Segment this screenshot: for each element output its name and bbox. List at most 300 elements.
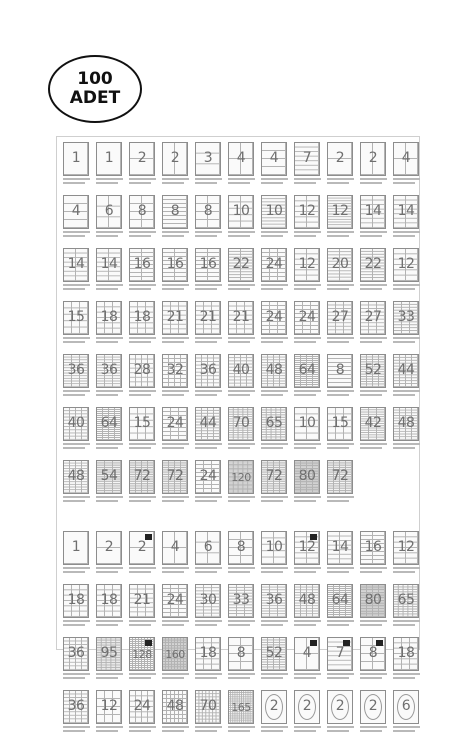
sheet-caption-lines	[226, 567, 257, 575]
label-layout-preview	[261, 407, 287, 441]
labels-per-sheet-count: 1	[104, 150, 114, 166]
label-layout-preview	[327, 142, 353, 176]
label-layout-preview	[228, 354, 254, 388]
quantity-number: 100	[77, 69, 113, 89]
label-sheet-thumbnail	[259, 531, 290, 577]
label-sheet-thumbnail	[358, 142, 389, 188]
label-sheet-thumbnail	[391, 195, 422, 241]
label-sheet-thumbnail	[292, 690, 323, 736]
label-layout-preview	[360, 690, 386, 724]
labels-per-sheet-count: 15	[331, 415, 349, 431]
sheet-caption-lines	[193, 231, 224, 239]
label-sheet-thumbnail	[127, 531, 158, 577]
label-layout-preview	[228, 142, 254, 176]
label-layout-preview	[129, 531, 155, 565]
sheet-caption-lines	[292, 390, 323, 398]
labels-per-sheet-count: 18	[133, 309, 151, 325]
label-layout-preview	[360, 584, 386, 618]
label-sheet-thumbnail	[160, 531, 191, 577]
label-layout-preview	[393, 637, 419, 671]
label-layout-preview	[294, 690, 320, 724]
label-sheet-thumbnail	[61, 248, 92, 294]
label-sheet-thumbnail	[391, 584, 422, 630]
label-layout-preview	[393, 354, 419, 388]
labels-per-sheet-count: 24	[265, 309, 283, 325]
labels-per-sheet-count: 12	[100, 698, 118, 714]
label-sheet-thumbnail	[325, 248, 356, 294]
sheet-caption-lines	[61, 496, 92, 504]
label-sheet-thumbnail	[325, 584, 356, 630]
label-layout-preview	[261, 637, 287, 671]
sheet-caption-lines	[94, 443, 125, 451]
label-layout-preview	[129, 460, 155, 494]
label-layout-preview	[162, 584, 188, 618]
label-sheet-thumbnail	[391, 248, 422, 294]
sheet-caption-lines	[325, 443, 356, 451]
label-sheet-thumbnail	[94, 407, 125, 453]
label-layout-preview	[129, 301, 155, 335]
labels-per-sheet-count: 128	[132, 648, 152, 661]
label-sheet-thumbnail	[358, 354, 389, 400]
label-layout-preview	[195, 301, 221, 335]
sheet-caption-lines	[292, 567, 323, 575]
label-layout-preview	[327, 531, 353, 565]
sheet-caption-lines	[391, 567, 422, 575]
labels-per-sheet-count: 18	[100, 309, 118, 325]
labels-per-sheet-count: 48	[67, 468, 85, 484]
label-sheet-thumbnail	[94, 690, 125, 736]
labels-per-sheet-count: 16	[166, 256, 184, 272]
label-sheet-thumbnail	[61, 195, 92, 241]
label-sheet-thumbnail	[226, 690, 257, 736]
labels-per-sheet-count: 72	[166, 468, 184, 484]
label-sheet-thumbnail	[94, 584, 125, 630]
sheet-caption-lines	[292, 337, 323, 345]
sheet-caption-lines	[292, 443, 323, 451]
label-layout-preview	[261, 195, 287, 229]
sheet-caption-lines	[391, 443, 422, 451]
label-layout-preview	[228, 301, 254, 335]
label-layout-preview	[360, 142, 386, 176]
label-layout-preview	[294, 354, 320, 388]
label-layout-preview	[228, 637, 254, 671]
label-layout-preview	[261, 142, 287, 176]
labels-per-sheet-count: 12	[298, 539, 316, 555]
label-layout-preview	[228, 584, 254, 618]
label-layout-preview	[294, 301, 320, 335]
label-sheet-thumbnail	[325, 460, 356, 506]
label-sheet-thumbnail	[61, 142, 92, 188]
labels-per-sheet-count: 4	[236, 150, 246, 166]
label-sheet-thumbnail	[325, 690, 356, 736]
label-layout-preview	[162, 301, 188, 335]
sheet-caption-lines	[61, 673, 92, 681]
label-layout-preview	[327, 248, 353, 282]
sheet-caption-lines	[391, 231, 422, 239]
quantity-badge	[48, 55, 142, 123]
label-layout-preview	[162, 460, 188, 494]
labels-per-sheet-count: 16	[364, 539, 382, 555]
label-sheet-thumbnail	[127, 195, 158, 241]
sheet-caption-lines	[325, 231, 356, 239]
label-layout-preview	[195, 460, 221, 494]
label-layout-preview	[162, 531, 188, 565]
sheet-caption-lines	[61, 567, 92, 575]
label-sheet-thumbnail	[127, 584, 158, 630]
labels-per-sheet-count: 12	[397, 256, 415, 272]
labels-per-sheet-count: 36	[199, 362, 217, 378]
labels-per-sheet-count: 65	[397, 592, 415, 608]
label-layout-preview	[162, 142, 188, 176]
labels-per-sheet-count: 28	[133, 362, 151, 378]
labels-per-sheet-count: 52	[364, 362, 382, 378]
sheet-caption-lines	[358, 673, 389, 681]
label-layout-preview	[327, 407, 353, 441]
sheet-caption-lines	[160, 443, 191, 451]
sheet-caption-lines	[94, 673, 125, 681]
label-layout-preview	[162, 690, 188, 724]
labels-per-sheet-count: 12	[298, 256, 316, 272]
label-sheet-thumbnail	[127, 690, 158, 736]
sheet-caption-lines	[292, 284, 323, 292]
label-sheet-thumbnail	[127, 301, 158, 347]
labels-per-sheet-count: 72	[265, 468, 283, 484]
labels-per-sheet-count: 160	[165, 648, 185, 661]
sheet-caption-lines	[259, 390, 290, 398]
label-layout-preview	[393, 142, 419, 176]
sheet-caption-lines	[127, 726, 158, 734]
labels-per-sheet-count: 4	[401, 150, 411, 166]
label-sheet-thumbnail	[193, 584, 224, 630]
label-sheet-thumbnail	[160, 195, 191, 241]
labels-per-sheet-count: 2	[368, 150, 378, 166]
sheet-caption-lines	[61, 284, 92, 292]
label-layout-preview	[63, 584, 89, 618]
labels-per-sheet-count: 80	[364, 592, 382, 608]
label-layout-preview	[294, 248, 320, 282]
sheet-caption-lines	[94, 726, 125, 734]
label-sheet-thumbnail	[94, 354, 125, 400]
labels-per-sheet-count: 32	[166, 362, 184, 378]
label-layout-preview	[195, 354, 221, 388]
label-sheet-thumbnail	[94, 460, 125, 506]
label-sheet-thumbnail	[94, 531, 125, 577]
labels-per-sheet-count: 30	[199, 592, 217, 608]
sheet-caption-lines	[391, 337, 422, 345]
label-layout-preview	[96, 637, 122, 671]
labels-per-sheet-count: 40	[232, 362, 250, 378]
sheet-caption-lines	[193, 673, 224, 681]
labels-per-sheet-count: 48	[397, 415, 415, 431]
sheet-caption-lines	[391, 390, 422, 398]
label-sheet-thumbnail	[358, 531, 389, 577]
label-layout-preview	[360, 637, 386, 671]
label-sheet-thumbnail	[61, 407, 92, 453]
sheet-caption-lines	[259, 178, 290, 186]
label-sheet-thumbnail	[226, 301, 257, 347]
label-layout-preview	[129, 584, 155, 618]
labels-per-sheet-count: 21	[133, 592, 151, 608]
labels-per-sheet-count: 33	[397, 309, 415, 325]
label-sheet-thumbnail	[94, 248, 125, 294]
label-sheet-thumbnail	[226, 354, 257, 400]
sheet-caption-lines	[292, 231, 323, 239]
labels-per-sheet-count: 64	[331, 592, 349, 608]
labels-per-sheet-count: 21	[166, 309, 184, 325]
label-sheet-thumbnail	[193, 407, 224, 453]
label-layout-preview	[129, 142, 155, 176]
label-layout-preview	[261, 248, 287, 282]
sheet-caption-lines	[193, 620, 224, 628]
label-sheet-thumbnail	[259, 637, 290, 683]
sheet-caption-lines	[358, 726, 389, 734]
labels-per-sheet-count: 15	[133, 415, 151, 431]
label-sheet-thumbnail	[358, 407, 389, 453]
label-layout-preview	[294, 460, 320, 494]
labels-per-sheet-count: 14	[331, 539, 349, 555]
label-layout-preview	[96, 142, 122, 176]
label-sheet-thumbnail	[61, 301, 92, 347]
label-layout-preview	[261, 460, 287, 494]
labels-per-sheet-count: 24	[133, 698, 151, 714]
label-sheet-thumbnail	[226, 248, 257, 294]
sheet-caption-lines	[226, 231, 257, 239]
label-sheet-thumbnail	[292, 460, 323, 506]
label-layout-preview	[228, 195, 254, 229]
label-layout-preview	[195, 248, 221, 282]
labels-per-sheet-count: 42	[364, 415, 382, 431]
sheet-caption-lines	[193, 726, 224, 734]
sheet-caption-lines	[193, 284, 224, 292]
labels-per-sheet-count: 16	[199, 256, 217, 272]
label-sheet-thumbnail	[226, 142, 257, 188]
labels-per-sheet-count: 120	[231, 471, 251, 484]
label-layout-preview	[129, 637, 155, 671]
labels-per-sheet-count: 10	[232, 203, 250, 219]
label-sheet-thumbnail	[325, 407, 356, 453]
sheet-caption-lines	[226, 178, 257, 186]
label-catalog-sheet	[56, 136, 420, 714]
label-layout-preview	[63, 690, 89, 724]
sheet-caption-lines	[127, 443, 158, 451]
labels-per-sheet-count: 27	[331, 309, 349, 325]
label-sheet-thumbnail	[325, 637, 356, 683]
sheet-caption-lines	[325, 726, 356, 734]
sheet-caption-lines	[160, 496, 191, 504]
label-layout-preview	[294, 637, 320, 671]
label-layout-preview	[96, 195, 122, 229]
labels-per-sheet-count: 6	[203, 539, 213, 555]
sheet-caption-lines	[226, 726, 257, 734]
labels-per-sheet-count: 2	[137, 150, 147, 166]
labels-per-sheet-count: 24	[298, 309, 316, 325]
label-sheet-thumbnail	[259, 248, 290, 294]
sheet-caption-lines	[325, 496, 356, 504]
labels-per-sheet-count: 27	[364, 309, 382, 325]
labels-per-sheet-count: 72	[331, 468, 349, 484]
label-sheet-thumbnail	[127, 142, 158, 188]
label-layout-preview	[228, 407, 254, 441]
labels-per-sheet-count: 65	[265, 415, 283, 431]
label-layout-preview	[195, 195, 221, 229]
label-sheet-thumbnail	[292, 637, 323, 683]
label-sheet-thumbnail	[226, 637, 257, 683]
labels-per-sheet-count: 2	[368, 698, 378, 714]
labels-per-sheet-count: 44	[199, 415, 217, 431]
label-layout-preview	[393, 584, 419, 618]
label-sheet-thumbnail	[61, 460, 92, 506]
label-layout-preview	[195, 407, 221, 441]
label-sheet-thumbnail	[193, 301, 224, 347]
label-sheet-thumbnail	[94, 142, 125, 188]
label-layout-preview	[360, 531, 386, 565]
label-sheet-thumbnail	[259, 584, 290, 630]
sheet-caption-lines	[160, 178, 191, 186]
sheet-caption-lines	[259, 443, 290, 451]
label-sheet-thumbnail	[226, 584, 257, 630]
sheet-caption-lines	[61, 178, 92, 186]
label-layout-preview	[393, 531, 419, 565]
sheet-caption-lines	[127, 567, 158, 575]
sheet-caption-lines	[325, 178, 356, 186]
label-layout-preview	[327, 460, 353, 494]
label-layout-preview	[96, 354, 122, 388]
labels-per-sheet-count: 1	[71, 150, 81, 166]
sheet-caption-lines	[94, 337, 125, 345]
labels-per-sheet-count: 8	[203, 203, 213, 219]
sheet-caption-lines	[259, 567, 290, 575]
sheet-caption-lines	[160, 284, 191, 292]
labels-per-sheet-count: 16	[133, 256, 151, 272]
sheet-caption-lines	[127, 620, 158, 628]
sheet-caption-lines	[127, 337, 158, 345]
label-layout-preview	[327, 584, 353, 618]
labels-per-sheet-count: 4	[170, 539, 180, 555]
sheet-caption-lines	[226, 620, 257, 628]
labels-per-sheet-count: 24	[166, 415, 184, 431]
label-layout-preview	[261, 354, 287, 388]
sheet-caption-lines	[193, 567, 224, 575]
label-layout-preview	[129, 248, 155, 282]
label-sheet-thumbnail	[193, 354, 224, 400]
labels-per-sheet-count: 10	[298, 415, 316, 431]
label-sheet-thumbnail	[292, 248, 323, 294]
sheet-caption-lines	[358, 178, 389, 186]
sheet-caption-lines	[226, 673, 257, 681]
sheet-caption-lines	[61, 443, 92, 451]
label-layout-preview	[63, 460, 89, 494]
label-layout-preview	[393, 407, 419, 441]
sheet-caption-lines	[193, 337, 224, 345]
sheet-caption-lines	[325, 673, 356, 681]
labels-per-sheet-count: 2	[104, 539, 114, 555]
labels-per-sheet-count: 6	[104, 203, 114, 219]
labels-per-sheet-count: 14	[67, 256, 85, 272]
label-sheet-thumbnail	[325, 531, 356, 577]
sheet-caption-lines	[325, 390, 356, 398]
label-sheet-thumbnail	[292, 407, 323, 453]
label-sheet-thumbnail	[160, 460, 191, 506]
label-layout-preview	[162, 354, 188, 388]
label-sheet-thumbnail	[259, 407, 290, 453]
label-sheet-thumbnail	[61, 531, 92, 577]
labels-per-sheet-count: 4	[269, 150, 279, 166]
label-sheet-thumbnail	[193, 637, 224, 683]
labels-per-sheet-count: 8	[368, 645, 378, 661]
sheet-caption-lines	[358, 620, 389, 628]
labels-per-sheet-count: 48	[166, 698, 184, 714]
label-layout-preview	[195, 142, 221, 176]
labels-per-sheet-count: 6	[401, 698, 411, 714]
sheet-caption-lines	[193, 443, 224, 451]
label-sheet-thumbnail	[160, 142, 191, 188]
sheet-caption-lines	[358, 443, 389, 451]
sheet-caption-lines	[259, 496, 290, 504]
labels-per-sheet-count: 24	[199, 468, 217, 484]
sheet-caption-lines	[61, 231, 92, 239]
label-sheet-thumbnail	[259, 142, 290, 188]
label-sheet-thumbnail	[160, 637, 191, 683]
label-layout-preview	[195, 531, 221, 565]
labels-per-sheet-count: 4	[71, 203, 81, 219]
label-layout-preview	[162, 248, 188, 282]
sheet-caption-lines	[193, 390, 224, 398]
label-sheet-thumbnail	[259, 690, 290, 736]
labels-per-sheet-count: 24	[265, 256, 283, 272]
label-sheet-thumbnail	[193, 690, 224, 736]
label-layout-preview	[393, 301, 419, 335]
label-layout-preview	[228, 460, 254, 494]
sheet-caption-lines	[325, 284, 356, 292]
label-layout-preview	[294, 584, 320, 618]
labels-per-sheet-count: 2	[302, 698, 312, 714]
label-layout-preview	[294, 407, 320, 441]
label-layout-preview	[129, 195, 155, 229]
label-sheet-thumbnail	[127, 460, 158, 506]
label-sheet-thumbnail	[358, 248, 389, 294]
sheet-caption-lines	[226, 443, 257, 451]
labels-per-sheet-count: 165	[231, 701, 251, 714]
label-layout-preview	[63, 142, 89, 176]
sheet-caption-lines	[292, 178, 323, 186]
label-sheet-thumbnail	[292, 301, 323, 347]
label-layout-preview	[360, 195, 386, 229]
label-layout-preview	[228, 248, 254, 282]
sheet-caption-lines	[160, 620, 191, 628]
sheet-caption-lines	[94, 390, 125, 398]
label-sheet-thumbnail	[325, 195, 356, 241]
label-layout-preview	[63, 637, 89, 671]
label-sheet-thumbnail	[226, 407, 257, 453]
sheet-caption-lines	[127, 231, 158, 239]
labels-per-sheet-count: 22	[364, 256, 382, 272]
labels-per-sheet-count: 64	[298, 362, 316, 378]
label-sheet-thumbnail	[160, 248, 191, 294]
label-sheet-thumbnail	[94, 637, 125, 683]
labels-per-sheet-count: 2	[170, 150, 180, 166]
labels-per-sheet-count: 36	[67, 698, 85, 714]
label-sheet-thumbnail	[391, 531, 422, 577]
label-layout-preview	[162, 637, 188, 671]
label-layout-preview	[96, 690, 122, 724]
label-layout-preview	[261, 531, 287, 565]
label-layout-preview	[228, 531, 254, 565]
sheet-caption-lines	[325, 567, 356, 575]
sheet-caption-lines	[226, 496, 257, 504]
label-layout-preview	[228, 690, 254, 724]
sheet-caption-lines	[391, 620, 422, 628]
sheet-caption-lines	[358, 567, 389, 575]
